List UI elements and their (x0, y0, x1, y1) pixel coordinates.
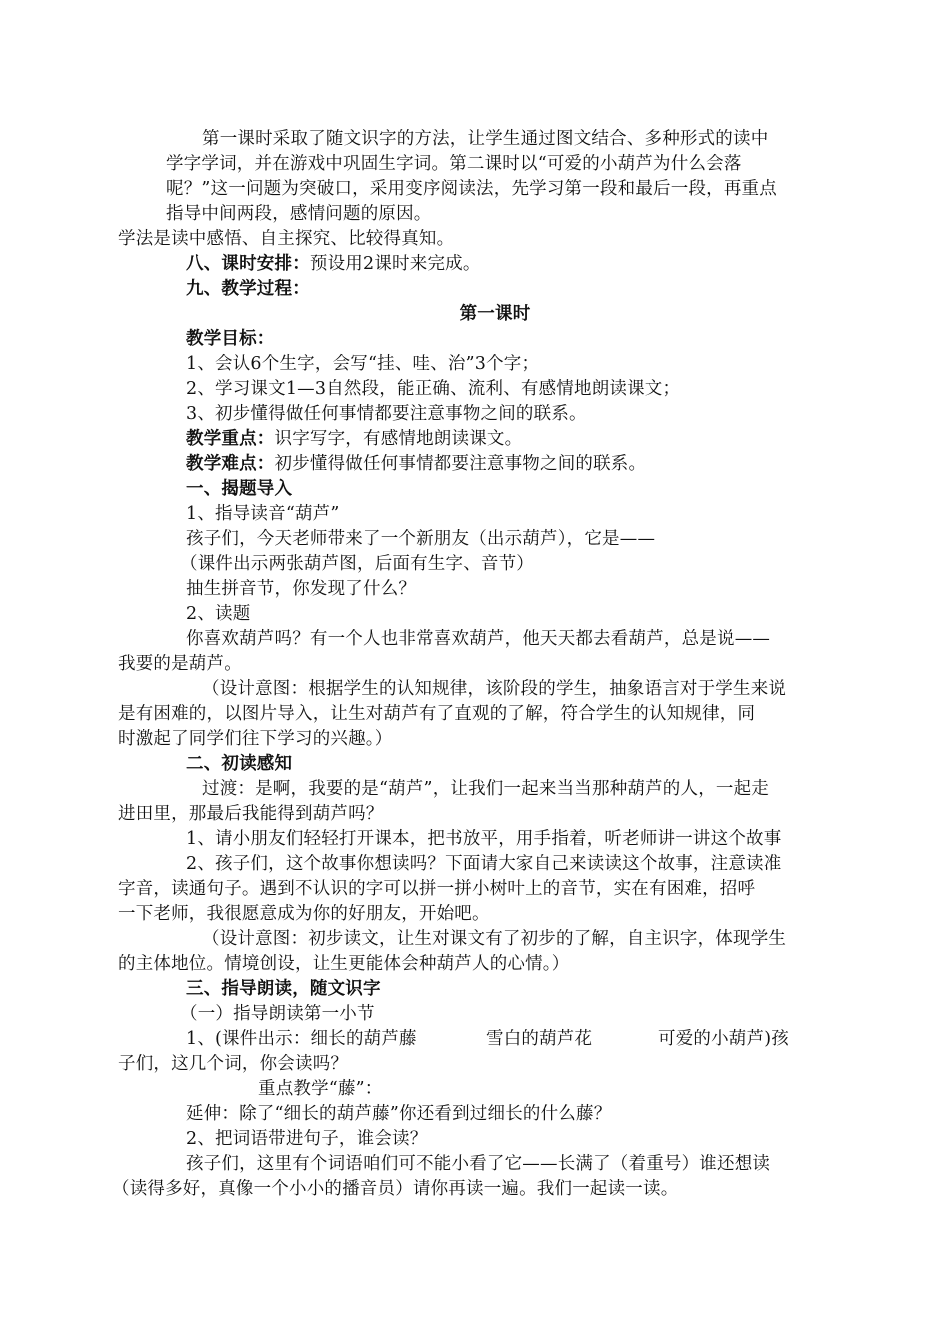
paragraph-line: 2、把词语带进句子，谁会读？ (186, 1129, 428, 1149)
design-note-line: （设计意图：根据学生的认知规律，该阶段的学生，抽象语言对于学生来说 (202, 679, 787, 699)
paragraph-line: 可爱的小葫芦)孩 (658, 1029, 789, 1049)
section-schedule (186, 252, 481, 276)
section-text: 预设用2课时来完成。 (309, 254, 481, 274)
paragraph-line: 1、(课件出示：细长的葫芦藤 (186, 1029, 417, 1049)
paragraph-line: 雪白的葫芦花 (486, 1029, 593, 1049)
design-note-line: （设计意图：初步读文，让生对课文有了初步的了解，自主识字，体现学生 (202, 929, 787, 949)
design-note-line: 的主体地位。情境创设，让生更能体会种葫芦人的心情。） (118, 954, 570, 974)
paragraph-line: 我要的是葫芦。 (118, 654, 242, 674)
paragraph-line: 呢？”这一问题为突破口，采用变序阅读法，先学习第一段和最后一段，再重点 (166, 179, 777, 199)
section-heading: 二、初读感知 (186, 754, 293, 774)
paragraph-line: 学字学词，并在游戏中巩固生字词。第二课时以“可爱的小葫芦为什么会落 (166, 154, 742, 174)
paragraph-line: 你喜欢葫芦吗？有一个人也非常喜欢葫芦，他天天都去看葫芦，总是说—— (186, 629, 771, 649)
paragraph-line: 1、指导读音“葫芦” (186, 504, 340, 524)
section-heading: 一、揭题导入 (186, 479, 293, 499)
paragraph-line: 2、读题 (186, 604, 251, 624)
section-heading: 九、教学过程： (186, 279, 310, 299)
paragraph-line: 进田里，那最后我能得到葫芦吗？ (118, 804, 384, 824)
paragraph-line: 重点教学“藤”： (258, 1079, 383, 1099)
key-point-label: 教学重点： (186, 429, 275, 449)
paragraph-line: 抽生拼音节，你发现了什么？ (186, 579, 417, 599)
key-point-text: 识字写字，有感情地朗读课文。 (274, 429, 523, 449)
design-note-line: 是有困难的，以图片导入，让生对葫芦有了直观的了解，符合学生的认知规律，同 (118, 704, 756, 724)
paragraph-line: 延伸：除了“细长的葫芦藤”你还看到过细长的什么藤？ (186, 1104, 612, 1124)
section-heading: 三、指导朗读，随文识字 (186, 979, 381, 999)
paragraph-line: 指导中间两段，感情问题的原因。 (166, 204, 432, 224)
paragraph-line: 孩子们，今天老师带来了一个新朋友（出示葫芦），它是—— (186, 529, 656, 549)
paragraph-line: 1、请小朋友们轻轻打开课本，把书放平，用手指着，听老师讲一讲这个故事 (186, 829, 782, 849)
list-item: 3、初步懂得做任何事情都要注意事物之间的联系。 (186, 404, 587, 424)
difficulty (186, 452, 646, 476)
paragraph-line: （读得多好，真像一个小小的播音员）请你再读一遍。我们一起读一读。 (112, 1179, 679, 1199)
paragraph-line: 孩子们，这里有个词语咱们可不能小看了它——长满了（着重号）谁还想读 (186, 1154, 771, 1174)
key-point (186, 427, 522, 451)
design-note-line: 时激起了同学们往下学习的兴趣。） (118, 729, 393, 749)
list-item: 2、学习课文1—3自然段，能正确、流利、有感情地朗读课文； (186, 379, 681, 399)
paragraph-line: 第一课时采取了随文识字的方法，让学生通过图文结合、多种形式的读中 (202, 129, 769, 149)
difficulty-label: 教学难点： (186, 454, 275, 474)
paragraph-line: （课件出示两张葫芦图，后面有生字、音节） (180, 554, 534, 574)
paragraph-line: 2、孩子们，这个故事你想读吗？下面请大家自己来读读这个故事，注意读准 (186, 854, 782, 874)
paragraph-line: 过渡：是啊，我要的是“葫芦”，让我们一起来当当那种葫芦的人，一起走 (202, 779, 769, 799)
section-heading: 八、课时安排： (186, 254, 310, 274)
lesson-title: 第一课时 (459, 304, 531, 324)
paragraph-line: 一下老师，我很愿意成为你的好朋友，开始吧。 (118, 904, 490, 924)
subsection-heading: （一）指导朗读第一小节 (180, 1004, 375, 1024)
paragraph-line: 子们，这几个词，你会读吗？ (118, 1054, 349, 1074)
paragraph-line: 学法是读中感悟、自主探究、比较得真知。 (118, 229, 455, 249)
difficulty-text: 初步懂得做任何事情都要注意事物之间的联系。 (274, 454, 647, 474)
subheading: 教学目标： (186, 329, 275, 349)
paragraph-line: 字音，读通句子。遇到不认识的字可以拼一拼小树叶上的音节，实在有困难，招呼 (118, 879, 756, 899)
list-item: 1、会认6个生字，会写“挂、哇、治”3个字； (186, 354, 540, 374)
